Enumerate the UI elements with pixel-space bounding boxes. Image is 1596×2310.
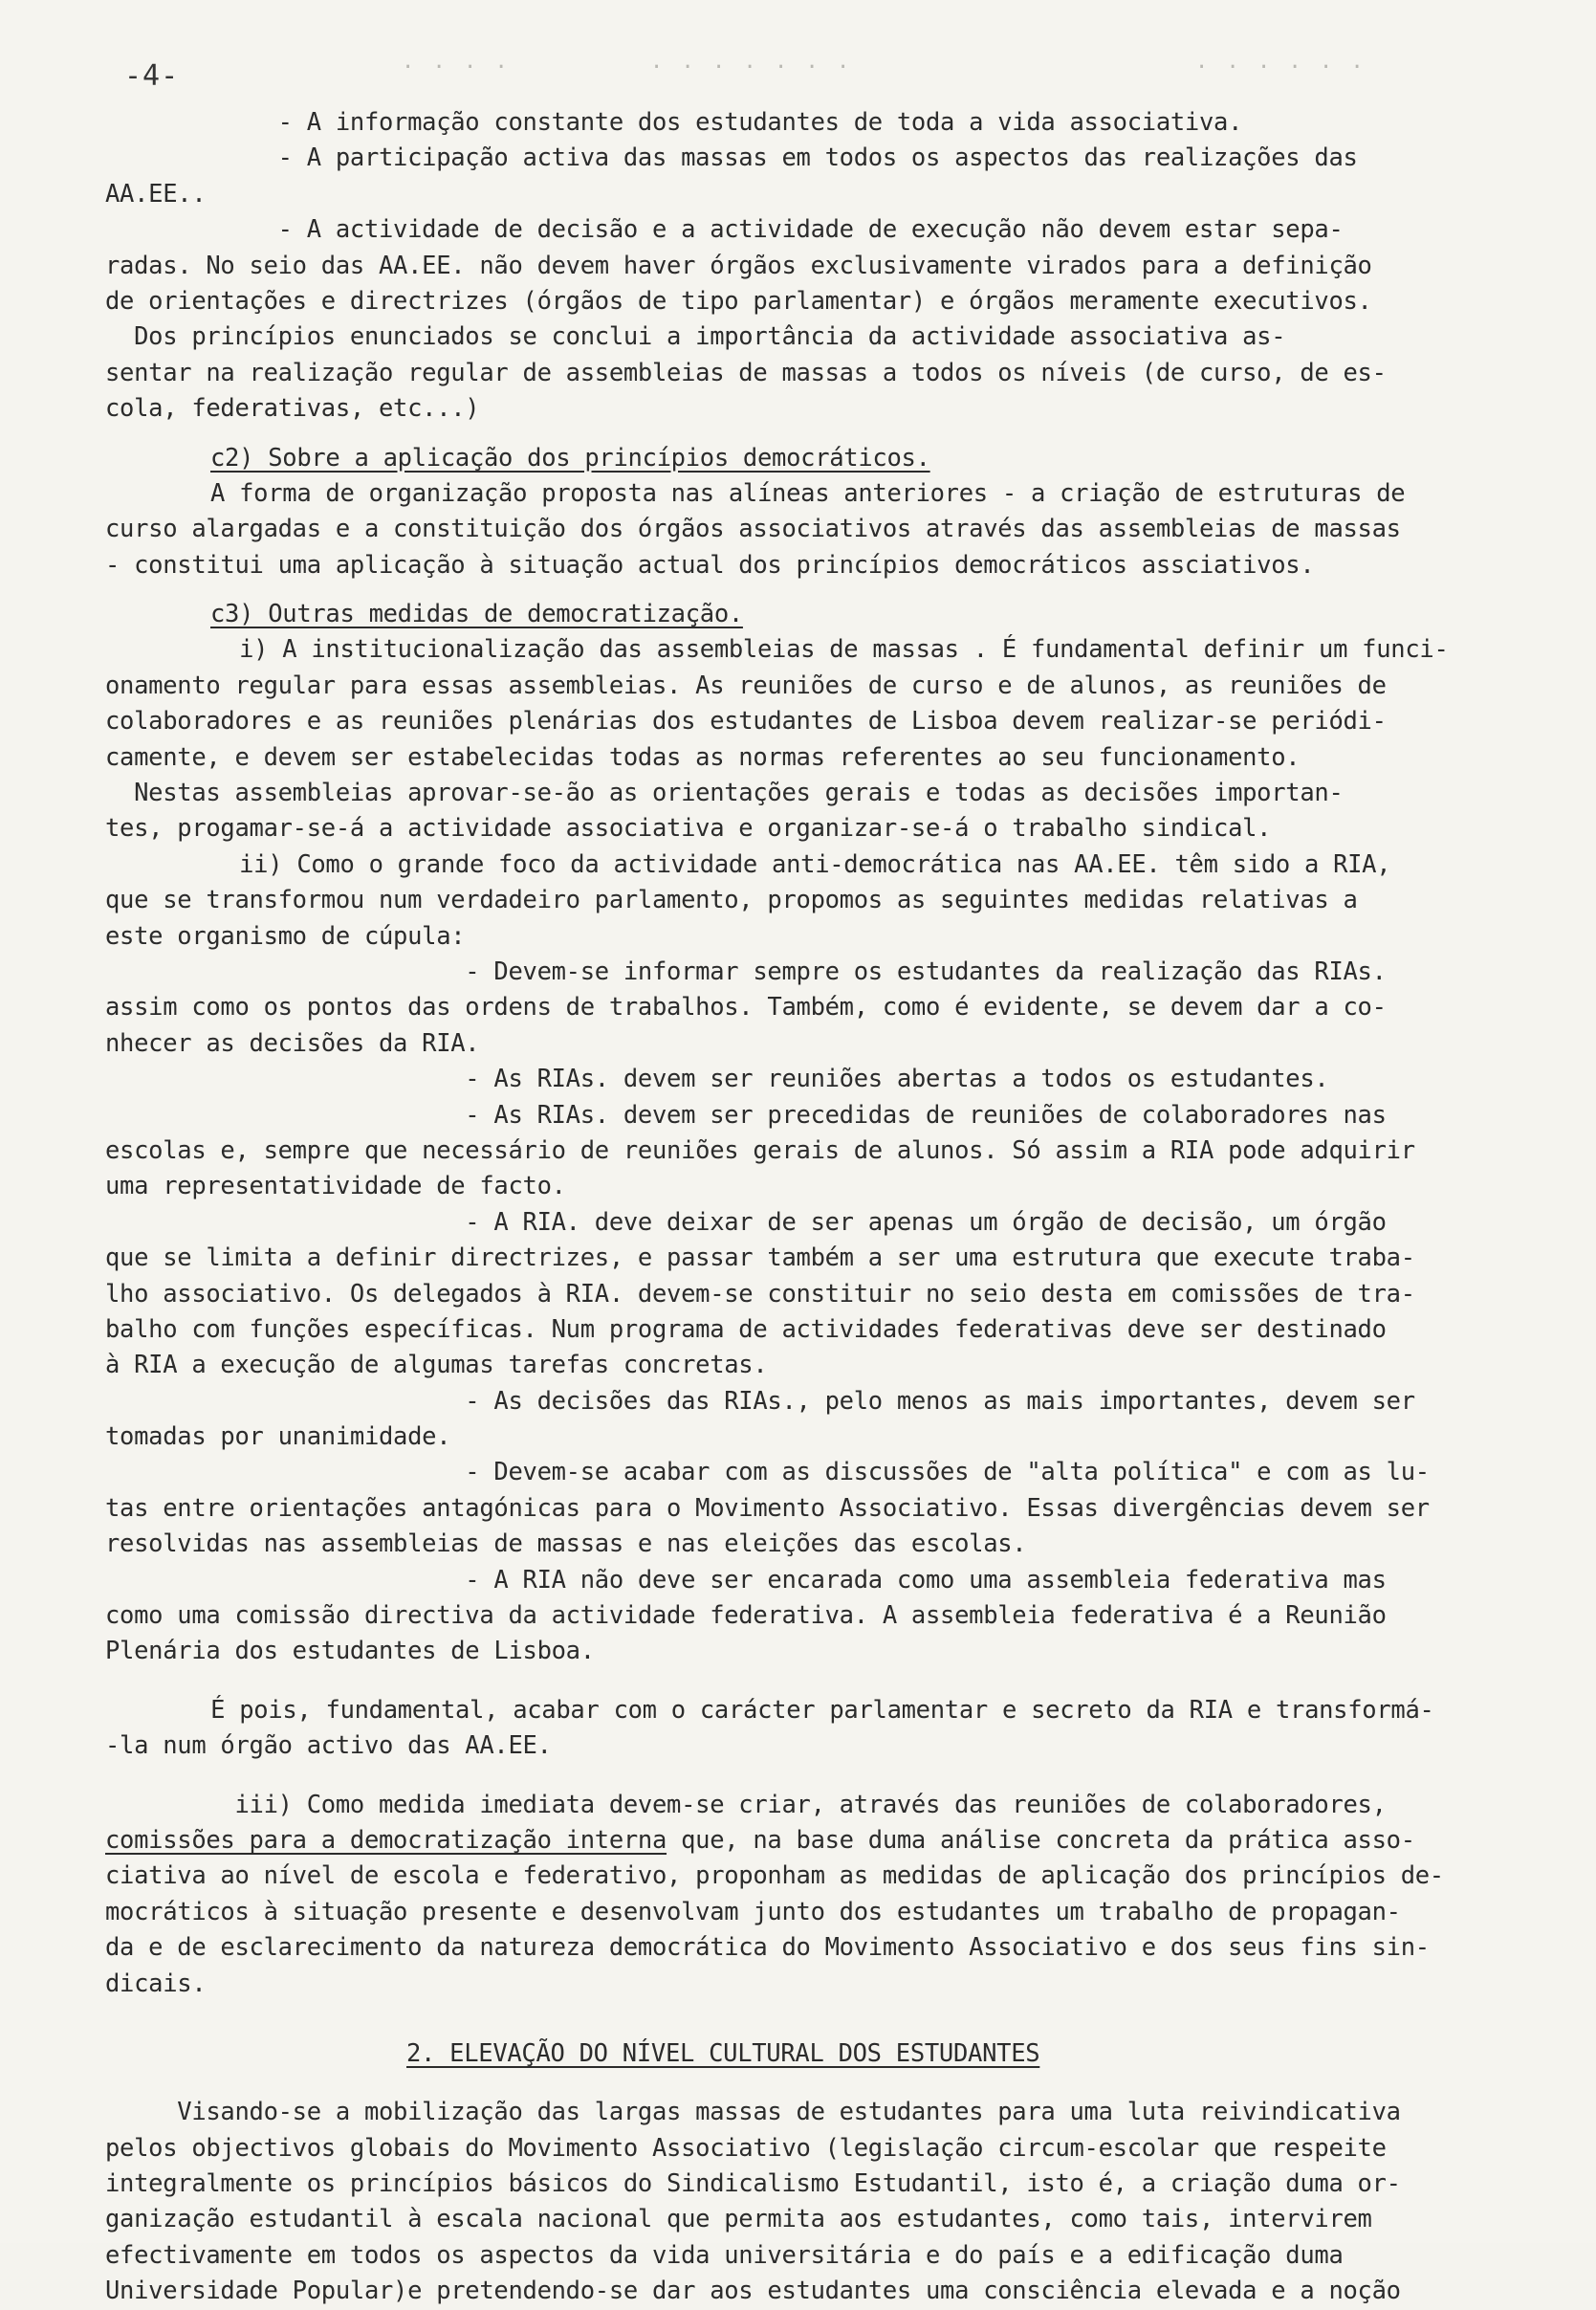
text-line: colaboradores e as reuniões plenárias dos estudantes de Lisboa devem realizar-se periódi- xyxy=(105,707,1387,737)
text-line: escolas e, sempre que necessário de reuniões gerais de alunos. Só assim a RIA pode adquirir xyxy=(105,1135,1415,1165)
text-line: efectivamente em todos os aspectos da vida universitária e do país e a edificação duma xyxy=(105,2240,1344,2270)
text-line: ganização estudantil à escala nacional que permita aos estudantes, como tais, intervirem xyxy=(105,2205,1372,2234)
text-line: sentar na realização regular de assembleias de massas a todos os níveis (de curso, de es- xyxy=(105,358,1387,387)
text-line: - A RIA. deve deixar de ser apenas um órgão de decisão, um órgão xyxy=(105,1207,1387,1237)
text-line: - Devem-se acabar com as discussões de "alta política" e com as lu- xyxy=(105,1458,1430,1487)
text-line: A forma de organização proposta nas alíneas anteriores - a criação de estruturas de xyxy=(210,478,1406,508)
text-line: balho com funções específicas. Num programa de actividades federativas deve ser destinado xyxy=(105,1314,1387,1344)
section-2-heading: 2. ELEVAÇÃO DO NÍVEL CULTURAL DOS ESTUDANTES xyxy=(406,2038,1040,2068)
text-line: nhecer as decisões da RIA. xyxy=(105,1028,480,1058)
text-line: que se transformou num verdadeiro parlamento, propomos as seguintes medidas relativas a xyxy=(105,886,1358,915)
text-line: ciativa ao nível de escola e federativo, proponham as medidas de aplicação dos princípios de- xyxy=(105,1861,1444,1891)
text-line: que se limita a definir directrizes, e passar também a ser uma estrutura que execute traba- xyxy=(105,1243,1415,1273)
text-line: - As decisões das RIAs., pelo menos as mais importantes, devem ser xyxy=(105,1386,1415,1416)
text-line: lho associativo. Os delegados à RIA. devem-se constituir no seio desta em comissões de tra- xyxy=(105,1279,1415,1309)
text-line: de orientações e directrizes (órgãos de tipo parlamentar) e órgãos meramente executivos. xyxy=(105,286,1372,316)
text-line: tomadas por unanimidade. xyxy=(105,1422,451,1452)
text-line: -la num órgão activo das AA.EE. xyxy=(105,1731,552,1761)
text-line: iii) Como medida imediata devem-se criar, através das reuniões de colaboradores, xyxy=(105,1790,1387,1819)
text-line: à RIA a execução de algumas tarefas concretas. xyxy=(105,1351,768,1380)
text-line: camente, e devem ser estabelecidas todas as normas referentes ao seu funcionamento. xyxy=(105,742,1301,772)
underlined-phrase: comissões para a democratização interna xyxy=(105,1825,667,1855)
paragraph-c2 xyxy=(105,476,1540,583)
text-line: tas entre orientações antagónicas para o Movimento Associativo. Essas divergências devem ser xyxy=(105,1493,1430,1523)
text-line: mocráticos à situação presente e desenvolvam junto dos estudantes um trabalho de propagan- xyxy=(105,1897,1401,1926)
text-line: uma representatividade de facto. xyxy=(105,1172,566,1201)
text-line: dicais. xyxy=(105,1969,207,1998)
text-line: Dos princípios enunciados se conclui a importância da actividade associativa as- xyxy=(105,322,1286,352)
text-line: Plenária dos estudantes de Lisboa. xyxy=(105,1637,595,1666)
text-line: tes, progamar-se-á a actividade associativa e organizar-se-á o trabalho sindical. xyxy=(105,814,1272,844)
text-line: curso alargadas e a constituição dos órgãos associativos através das assembleias de massas xyxy=(105,515,1401,544)
text-line: ii) Como o grande foco da actividade anti-democrática nas AA.EE. têm sido a RIA, xyxy=(210,849,1391,879)
heading-c2: c2) Sobre a aplicação dos princípios democráticos. xyxy=(210,443,930,473)
bleed-through-text-right: . . . . . . xyxy=(1195,50,1366,74)
bleed-through-text-center: . . . . . . . xyxy=(650,50,853,74)
text-line: radas. No seio das AA.EE. não devem haver órgãos exclusivamente virados para a definição xyxy=(105,251,1372,280)
text-line xyxy=(105,1823,1540,1859)
text-line: como uma comissão directiva da actividade federativa. A assembleia federativa é a Reunião xyxy=(105,1601,1387,1631)
text-line: - constitui uma aplicação à situação actual dos princípios democráticos assciativos. xyxy=(105,550,1315,580)
text-line: i) A institucionalização das assembleias de massas . É fundamental definir um funci- xyxy=(210,635,1449,665)
text-line: da e de esclarecimento da natureza democrática do Movimento Associativo e dos seus fins sin- xyxy=(105,1933,1430,1963)
text-line: - A informação constante dos estudantes de toda a vida associativa. xyxy=(105,108,1243,137)
text-line: AA.EE.. xyxy=(105,179,207,209)
text-line: - A RIA não deve ser encarada como uma assembleia federativa mas xyxy=(105,1565,1387,1595)
text-line: É pois, fundamental, acabar com o carácter parlamentar e secreto da RIA e transformá- xyxy=(182,1695,1434,1725)
paragraph-c3 xyxy=(105,632,1540,1669)
document-body xyxy=(105,105,1540,2310)
text-line: Nestas assembleias aprovar-se-ão as orientações gerais e todas as decisões importan- xyxy=(105,779,1344,808)
text-line-rest: que, na base duma análise concreta da prática asso- xyxy=(667,1825,1415,1855)
text-line: este organismo de cúpula: xyxy=(105,921,466,951)
text-line: assim como os pontos das ordens de trabalhos. Também, como é evidente, se devem dar a co- xyxy=(105,993,1387,1023)
paragraph-principles xyxy=(105,105,1540,428)
text-line: - A actividade de decisão e a actividade de execução não devem estar sepa- xyxy=(105,215,1344,245)
paragraph-section-2 xyxy=(105,2095,1540,2309)
paragraph-conclusion xyxy=(105,1693,1540,1765)
text-line: - A participação activa das massas em todos os aspectos das realizações das xyxy=(105,143,1358,173)
text-line: Universidade Popular)e pretendendo-se dar aos estudantes uma consciência elevada e a noção xyxy=(105,2277,1401,2306)
paragraph-iii xyxy=(105,1788,1540,2002)
text-line: cola, federativas, etc...) xyxy=(105,394,480,424)
text-line: Visando-se a mobilização das largas massas de estudantes para uma luta reivindicativa xyxy=(105,2098,1401,2127)
bleed-through-text-left: . . . . xyxy=(402,50,511,74)
text-line: pelos objectivos globais do Movimento Associativo (legislação circum-escolar que respeite xyxy=(105,2133,1387,2163)
heading-c3: c3) Outras medidas de democratização. xyxy=(210,600,743,629)
text-line: - Devem-se informar sempre os estudantes da realização das RIAs. xyxy=(105,957,1387,986)
text-line: resolvidas nas assembleias de massas e nas eleições das escolas. xyxy=(105,1529,1027,1559)
text-line: - As RIAs. devem ser reuniões abertas a todos os estudantes. xyxy=(105,1065,1329,1094)
text-line: - As RIAs. devem ser precedidas de reuniões de colaboradores nas xyxy=(105,1100,1387,1130)
page-number: -4- xyxy=(124,59,180,93)
text-line: onamento regular para essas assembleias. As reuniões de curso e de alunos, as reuniões de xyxy=(105,671,1387,700)
text-line: integralmente os princípios básicos do Sindicalismo Estudantil, isto é, a criação duma or- xyxy=(105,2169,1401,2199)
